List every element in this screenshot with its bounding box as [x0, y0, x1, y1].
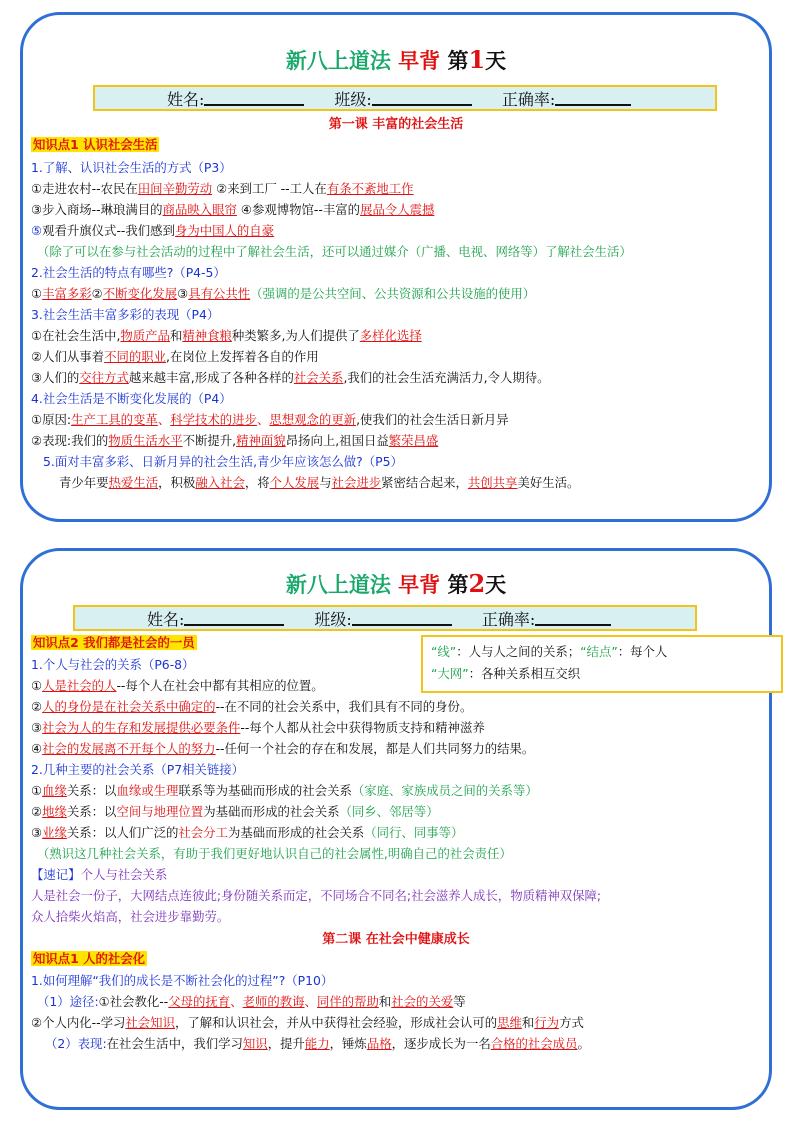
text: 为基础而形成的社会关系	[227, 825, 365, 840]
class-blank[interactable]	[372, 90, 472, 106]
key-phrase: 社会关系	[293, 370, 344, 385]
text: ②表现:我们的	[31, 433, 109, 448]
text: 、	[230, 994, 243, 1009]
text: 在社会生活中，我们学习	[106, 1036, 243, 1051]
text: ,我们的社会生活充满活力,令人期待。	[343, 370, 550, 385]
text: ③	[31, 720, 43, 735]
text: ④	[31, 741, 43, 756]
title-day-number: 2	[468, 569, 486, 598]
quick-memo-heading	[31, 865, 167, 885]
line-6	[31, 802, 439, 822]
key-phrase: 社会知识	[125, 1015, 175, 1030]
text: ，逐步成长为一名	[391, 1036, 491, 1051]
text: ②	[31, 804, 43, 819]
line-1	[31, 179, 414, 199]
key-phrase: 生产工具的变革	[71, 412, 158, 427]
knowledge-heading	[31, 633, 197, 653]
text: ①	[31, 783, 43, 798]
key-phrase: 合格的社会成员	[490, 1036, 578, 1051]
key-phrase: 共创共享	[467, 475, 518, 490]
text: ⑤	[31, 223, 43, 238]
title-subject: 新八上道法	[285, 49, 391, 73]
note-media: （除了可以在参与社会活动的过程中了解社会生活，还可以通过媒介（广播、电视、网络等）了解社会生活）	[37, 244, 632, 259]
text: ②	[91, 286, 103, 301]
memo-title: 个人与社会关系	[80, 867, 168, 882]
text: 青少年要	[59, 475, 109, 490]
title-di: 第	[447, 573, 469, 597]
text: --任何一个社会的存在和发展，都是人们共同努力的结果。	[215, 741, 535, 756]
text: ①在社会生活中,	[31, 328, 121, 343]
accuracy-blank[interactable]	[555, 90, 631, 106]
key-phrase: 多样化选择	[359, 328, 422, 343]
key-phrase: 精神面貌	[236, 433, 286, 448]
name-bar	[73, 605, 697, 631]
key-phrase: 商品映入眼帘	[162, 202, 237, 217]
key-phrase: 知识	[242, 1036, 268, 1051]
accuracy-label: 正确率:	[501, 89, 556, 109]
text: （2）表现:	[45, 1036, 107, 1051]
title-tian: 天	[485, 573, 507, 597]
box-term: “大网”	[431, 666, 469, 681]
accuracy-label: 正确率:	[481, 609, 536, 629]
key-phrase: 血缘或生理	[116, 783, 179, 798]
text: ，锤炼	[329, 1036, 367, 1051]
day2-card	[20, 548, 772, 1110]
line-2	[31, 697, 472, 717]
key-phrase: 个人发展	[269, 475, 320, 490]
text: ，将	[244, 475, 270, 490]
key-phrase: 物质生活水平	[108, 433, 183, 448]
key-phrase: 丰富多彩	[42, 286, 92, 301]
knowledge-heading	[31, 135, 159, 155]
day1-card	[20, 12, 772, 522]
text: ，积极	[158, 475, 196, 490]
heading-text: 知识点1 人的社会化	[33, 951, 146, 966]
lesson-title: 第一课 丰富的社会生活	[328, 117, 464, 132]
text: 昂扬向上,祖国日益	[285, 433, 389, 448]
text: 关系：以	[66, 783, 117, 798]
line-9	[31, 410, 509, 430]
accuracy-blank[interactable]	[535, 610, 611, 626]
note: （家庭、家族成员之间的关系等）	[351, 783, 538, 798]
note: （同乡、邻居等）	[339, 804, 439, 819]
key-phrase: 不断变化发展	[102, 286, 178, 301]
text: --在不同的社会关系中，我们具有不同的身份。	[215, 699, 473, 714]
class-label: 班级:	[334, 89, 372, 109]
text: 关系：以	[66, 804, 117, 819]
key-phrase: 人的身份是在社会关系中确定的	[42, 699, 216, 714]
key-phrase: 融入社会	[195, 475, 245, 490]
heading-text: 知识点2 我们都是社会的一员	[33, 635, 195, 650]
line-3	[31, 221, 274, 241]
text: ①走进农村--农民在	[31, 181, 138, 196]
box-text: ：各种关系相互交织	[468, 666, 581, 681]
day2-title	[23, 569, 769, 599]
line-7	[31, 347, 319, 367]
question-2: 2.几种主要的社会关系（P7相关链接）	[31, 762, 245, 777]
key-phrase: 具有公共性	[188, 286, 251, 301]
text: 紧密结合起来，	[381, 475, 468, 490]
day1-title	[23, 45, 769, 75]
line-5	[31, 284, 535, 304]
key-phrase: 精神食粮	[182, 328, 232, 343]
name-label: 姓名:	[167, 89, 205, 109]
line-11	[59, 473, 579, 493]
line-8	[31, 368, 550, 388]
text: 美好生活。	[517, 475, 580, 490]
key-phrase: 人是社会的人	[42, 678, 117, 693]
key-phrase: 业缘	[42, 825, 67, 840]
text: 为基础而形成的社会关系	[203, 804, 340, 819]
line-9	[37, 992, 466, 1012]
title-morning: 早背	[398, 573, 441, 597]
text: ②个人内化--学习	[31, 1015, 126, 1030]
text: ②	[31, 699, 43, 714]
line-1	[31, 676, 324, 696]
key-phrase: 不同的职业	[104, 349, 167, 364]
text: ①	[31, 678, 43, 693]
key-phrase: 社会的发展离不开每个人的努力	[42, 741, 216, 756]
text: ，了解和认识社会，并从中获得社会经验，形成社会认可的	[174, 1015, 498, 1030]
text: 。	[577, 1036, 590, 1051]
key-phrase: 社会为人的生存和发展提供必要条件	[42, 720, 241, 735]
text: ③步入商场--琳琅满目的	[31, 202, 163, 217]
text: 和	[521, 1015, 535, 1030]
text: ,在岗位上发挥着各自的作用	[166, 349, 319, 364]
key-phrase: 展品令人震撼	[360, 202, 435, 217]
key-phrase: 行为	[534, 1015, 560, 1030]
text: 种类繁多,为人们提供了	[231, 328, 360, 343]
text: ④参观博物馆--丰富的	[240, 202, 361, 217]
text: 和	[169, 328, 183, 343]
key-phrase: 身为中国人的自豪	[174, 223, 275, 238]
text: 不断提升,	[182, 433, 237, 448]
question-1: 1.个人与社会的关系（P6-8）	[31, 657, 195, 672]
memo-line-2: 众人拾柴火焰高，社会进步靠勤劳。	[31, 909, 230, 924]
line-5	[31, 781, 538, 801]
name-label: 姓名:	[147, 609, 185, 629]
line-2	[31, 200, 434, 220]
key-phrase: 能力	[304, 1036, 330, 1051]
question-5: 5.面对丰富多彩、日新月异的社会生活,青少年应该怎么做?（P5）	[43, 454, 403, 469]
text: 观看升旗仪式--我们感到	[42, 223, 175, 238]
key-phrase: 热爱生活	[108, 475, 159, 490]
text: ②人们从事着	[31, 349, 105, 364]
box-text: ：人与人之间的关系；	[456, 644, 581, 659]
text: ，提升	[267, 1036, 305, 1051]
key-phrase: 社会的关爱	[391, 994, 454, 1009]
text: --每个人在社会中都有其相应的位置。	[116, 678, 324, 693]
text: ③人们的	[31, 370, 80, 385]
box-text: ：每个人	[617, 644, 668, 659]
note: （同行、同事等）	[364, 825, 464, 840]
key-phrase: 品格	[366, 1036, 392, 1051]
class-label: 班级:	[314, 609, 352, 629]
question-1: 1.了解、认识社会生活的方式（P3）	[31, 160, 232, 175]
key-phrase: 有条不紊地工作	[326, 181, 414, 196]
text: ①	[31, 286, 43, 301]
knowledge-heading-2	[31, 949, 147, 969]
text: 、	[256, 412, 270, 427]
key-phrase: 空间与地理位置	[116, 804, 204, 819]
lesson-title: 第二课 在社会中健康成长	[322, 932, 470, 947]
line-10	[31, 1013, 584, 1033]
question-3: 3.社会生活丰富多彩的表现（P4）	[31, 307, 220, 322]
key-phrase: 父母的抚育	[168, 994, 231, 1009]
text: 等	[453, 994, 466, 1009]
text: 联系等为基础而形成的社会关系	[178, 783, 352, 798]
note-relations: （熟识这几种社会关系，有助于我们更好地认识自己的社会属性,明确自己的社会责任）	[37, 846, 512, 861]
name-blank[interactable]	[184, 610, 284, 626]
memo-tag: 【速记】	[31, 867, 81, 882]
title-subject: 新八上道法	[285, 573, 391, 597]
key-phrase: 思想观念的更新	[269, 412, 357, 427]
line-4	[31, 739, 534, 759]
key-phrase: 科学技术的进步	[170, 412, 257, 427]
text: 与	[319, 475, 332, 490]
box-line-1	[431, 641, 773, 663]
text: 、	[157, 412, 171, 427]
question-3: 1.如何理解“我们的成长是不断社会化的过程”?（P10）	[31, 973, 334, 988]
memo-line-1: 人是社会一份子，大网结点连彼此;身份随关系而定，不同场合不同名;社会滋养人成长，物质精神双保障;	[31, 888, 602, 903]
title-morning: 早背	[398, 49, 441, 73]
heading-text: 知识点1 认识社会生活	[33, 137, 158, 152]
class-blank[interactable]	[352, 610, 452, 626]
text: ,使我们的社会生活日新月异	[356, 412, 509, 427]
text: ③	[177, 286, 189, 301]
note: （强调的是公共空间、公共资源和公共设施的使用）	[250, 286, 536, 301]
title-tian: 天	[485, 49, 507, 73]
title-day-number: 1	[468, 45, 486, 74]
text: ③	[31, 825, 43, 840]
title-di: 第	[447, 49, 469, 73]
text: （1）途径:	[37, 994, 99, 1009]
key-phrase: 血缘	[42, 783, 67, 798]
key-phrase: 社会进步	[331, 475, 382, 490]
box-term: “线”	[431, 644, 457, 659]
line-6	[31, 326, 422, 346]
text: ①社会教化--	[98, 994, 169, 1009]
text: 关系：以人们广泛的	[66, 825, 179, 840]
name-bar	[93, 85, 717, 111]
text: ①原因:	[31, 412, 72, 427]
question-2: 2.社会生活的特点有哪些?（P4-5）	[31, 265, 226, 280]
text: --每个人都从社会中获得物质支持和精神滋养	[240, 720, 485, 735]
network-note-box	[421, 635, 783, 693]
name-blank[interactable]	[204, 90, 304, 106]
key-phrase: 老师的教诲	[242, 994, 305, 1009]
text: 、	[304, 994, 317, 1009]
key-phrase: 繁荣昌盛	[388, 433, 439, 448]
key-phrase: 物质产品	[120, 328, 170, 343]
text: 和	[378, 994, 392, 1009]
box-term: “结点”	[580, 644, 618, 659]
key-phrase: 同伴的帮助	[316, 994, 379, 1009]
key-phrase: 田间辛勤劳动	[137, 181, 213, 196]
line-11	[45, 1034, 590, 1054]
key-phrase: 地缘	[42, 804, 67, 819]
line-7	[31, 823, 463, 843]
question-4: 4.社会生活是不断变化发展的（P4）	[31, 391, 232, 406]
line-3	[31, 718, 485, 738]
text: 方式	[559, 1015, 584, 1030]
box-line-2	[431, 663, 773, 685]
key-phrase: 思维	[497, 1015, 522, 1030]
line-10	[31, 431, 438, 451]
text: ②来到工厂 --工人在	[216, 181, 327, 196]
key-phrase: 社会分工	[178, 825, 228, 840]
key-phrase: 交往方式	[79, 370, 129, 385]
text: 越来越丰富,形成了各种各样的	[128, 370, 294, 385]
